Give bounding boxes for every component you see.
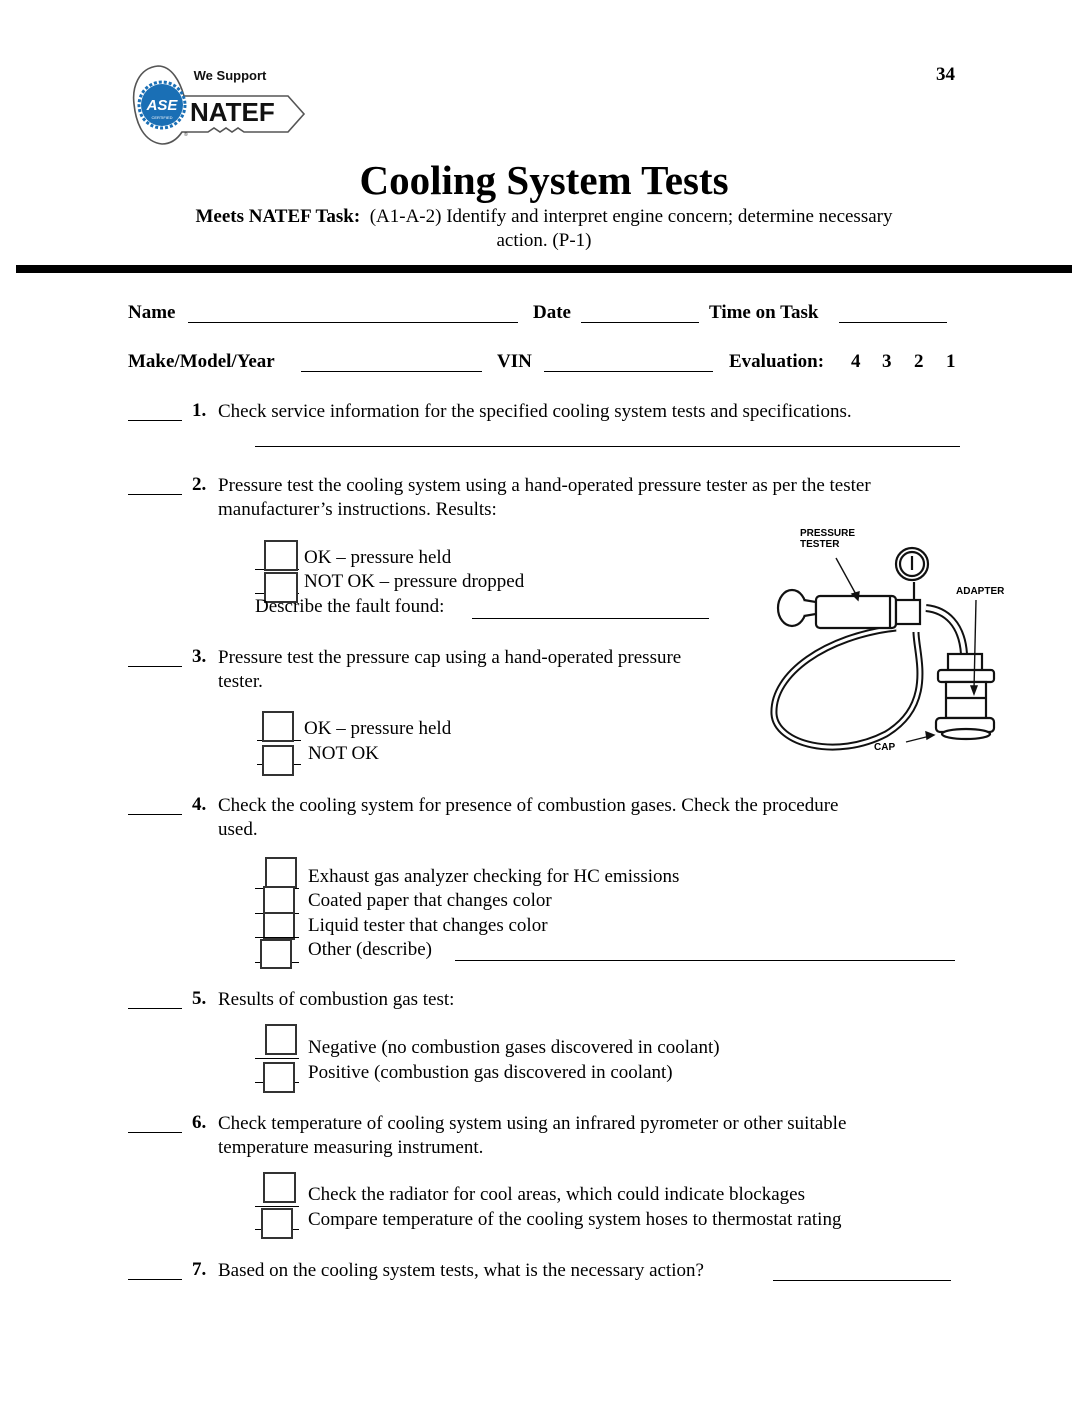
item-4-option-other: Other (describe) — [308, 939, 432, 960]
name-label: Name — [128, 302, 176, 323]
item-5-checkbox-negative[interactable] — [265, 1024, 297, 1055]
item-4-option-liquid-tester: Liquid tester that changes color — [308, 915, 548, 936]
item-5-checkbox-positive[interactable] — [263, 1062, 295, 1093]
pressure-tester-icon — [766, 524, 1006, 764]
item-7-text: Based on the cooling system tests, what is the necessary action? — [218, 1260, 704, 1281]
date-label: Date — [533, 302, 571, 323]
svg-text:ASE: ASE — [146, 97, 178, 114]
item-6-text-line1: Check temperature of cooling system using an infrared pyrometer or other suitable — [218, 1113, 847, 1134]
item-1-number: 1. — [192, 400, 207, 421]
item-4-checkbox-other[interactable] — [260, 939, 292, 969]
item-4-text-line1: Check the cooling system for presence of combustion gases. Check the procedure — [218, 795, 839, 816]
item-2-number: 2. — [192, 474, 207, 495]
page-number: 34 — [936, 64, 955, 85]
evaluation-score-2[interactable]: 2 — [914, 351, 924, 372]
item-6-number: 6. — [192, 1112, 207, 1133]
item-4-checkbox-coated-paper[interactable] — [263, 886, 295, 915]
item-7-grade-blank[interactable] — [128, 1279, 182, 1280]
item-4-grade-blank[interactable] — [128, 814, 182, 815]
make-model-year-field[interactable] — [301, 371, 482, 372]
adapter-label: ADAPTER — [956, 586, 1005, 597]
item-2-checkbox-ok[interactable] — [264, 540, 298, 571]
make-model-year-label: Make/Model/Year — [128, 351, 275, 372]
svg-text:NATEF: NATEF — [190, 97, 275, 127]
pressure-tester-label-2: TESTER — [800, 539, 840, 550]
item-4-option-coated-paper: Coated paper that changes color — [308, 890, 552, 911]
item-5-option-positive: Positive (combustion gas discovered in coolant) — [308, 1062, 673, 1083]
evaluation-score-3[interactable]: 3 — [882, 351, 892, 372]
page-title: Cooling System Tests — [359, 157, 729, 203]
item-6-checkbox-hoses[interactable] — [261, 1208, 293, 1239]
cap-label: CAP — [874, 742, 896, 753]
item-2-text-line1: Pressure test the cooling system using a hand-operated pressure tester as per the tester — [218, 475, 871, 496]
item-1-grade-blank[interactable] — [128, 420, 182, 421]
task-label: Meets NATEF Task: — [195, 206, 361, 227]
ase-natef-key-icon — [128, 58, 308, 150]
header-divider — [16, 265, 1072, 273]
time-on-task-label: Time on Task — [709, 302, 819, 323]
item-4-option-exhaust-analyzer: Exhaust gas analyzer checking for HC emissions — [308, 866, 680, 887]
item-4-text-line2: used. — [218, 819, 258, 840]
evaluation-label: Evaluation: — [729, 351, 825, 372]
item-2-text-line2: manufacturer’s instructions. Results: — [218, 499, 497, 520]
item-6-checkbox-radiator[interactable] — [263, 1172, 296, 1203]
date-field[interactable] — [581, 322, 699, 323]
item-1-answer-line[interactable] — [255, 446, 960, 447]
name-field[interactable] — [188, 322, 518, 323]
item-3-text-line1: Pressure test the pressure cap using a hand-operated pressure — [218, 647, 682, 668]
item-6-grade-blank[interactable] — [128, 1132, 182, 1133]
item-4-checkbox-exhaust-analyzer[interactable] — [265, 857, 297, 888]
item-4-checkbox-liquid-tester[interactable] — [263, 912, 295, 940]
item-3-checkbox-not-ok[interactable] — [262, 745, 294, 776]
vin-field[interactable] — [544, 371, 713, 372]
item-3-option-not-ok: NOT OK — [308, 743, 379, 764]
item-3-checkbox-ok[interactable] — [262, 711, 294, 742]
tick-mark — [255, 1058, 299, 1059]
pressure-tester-illustration — [766, 524, 1006, 764]
item-3-text-line2: tester. — [218, 671, 263, 692]
svg-text:CERTIFIED: CERTIFIED — [151, 115, 173, 120]
item-4-other-describe-field[interactable] — [455, 960, 955, 961]
item-5-option-negative: Negative (no combustion gases discovered in coolant) — [308, 1037, 720, 1058]
item-3-option-ok: OK – pressure held — [304, 718, 452, 739]
evaluation-score-4[interactable]: 4 — [851, 351, 861, 372]
task-text: (A1-A-2) Identify and interpret engine concern; determine necessary — [369, 206, 893, 227]
vin-label: VIN — [497, 351, 532, 372]
item-6-option-hoses: Compare temperature of the cooling system hoses to thermostat rating — [308, 1209, 842, 1230]
item-2-grade-blank[interactable] — [128, 494, 182, 495]
natef-task-line — [0, 204, 1088, 230]
item-3-number: 3. — [192, 646, 207, 667]
item-2-describe-label: Describe the fault found: — [255, 596, 445, 617]
item-1-text: Check service information for the specified cooling system tests and specifications. — [218, 401, 852, 422]
svg-text:We Support: We Support — [193, 68, 267, 83]
item-6-text-line2: temperature measuring instrument. — [218, 1137, 484, 1158]
tick-mark — [255, 937, 299, 938]
tick-mark — [255, 1206, 299, 1207]
svg-text:®: ® — [184, 132, 188, 138]
task-text-continued: action. (P-1) — [496, 230, 592, 251]
item-2-fault-field[interactable] — [472, 618, 709, 619]
natef-logo — [128, 58, 308, 150]
item-2-option-ok: OK – pressure held — [304, 547, 452, 568]
evaluation-score-1[interactable]: 1 — [946, 351, 956, 372]
time-on-task-field[interactable] — [839, 322, 947, 323]
item-6-option-radiator: Check the radiator for cool areas, which could indicate blockages — [308, 1184, 805, 1205]
item-5-grade-blank[interactable] — [128, 1008, 182, 1009]
item-4-number: 4. — [192, 794, 207, 815]
item-3-grade-blank[interactable] — [128, 666, 182, 667]
pressure-tester-label: PRESSURE — [800, 528, 856, 539]
item-7-action-field[interactable] — [773, 1280, 951, 1281]
item-7-number: 7. — [192, 1259, 207, 1280]
item-5-number: 5. — [192, 988, 207, 1009]
item-5-text: Results of combustion gas test: — [218, 989, 455, 1010]
item-2-option-not-ok: NOT OK – pressure dropped — [304, 571, 525, 592]
